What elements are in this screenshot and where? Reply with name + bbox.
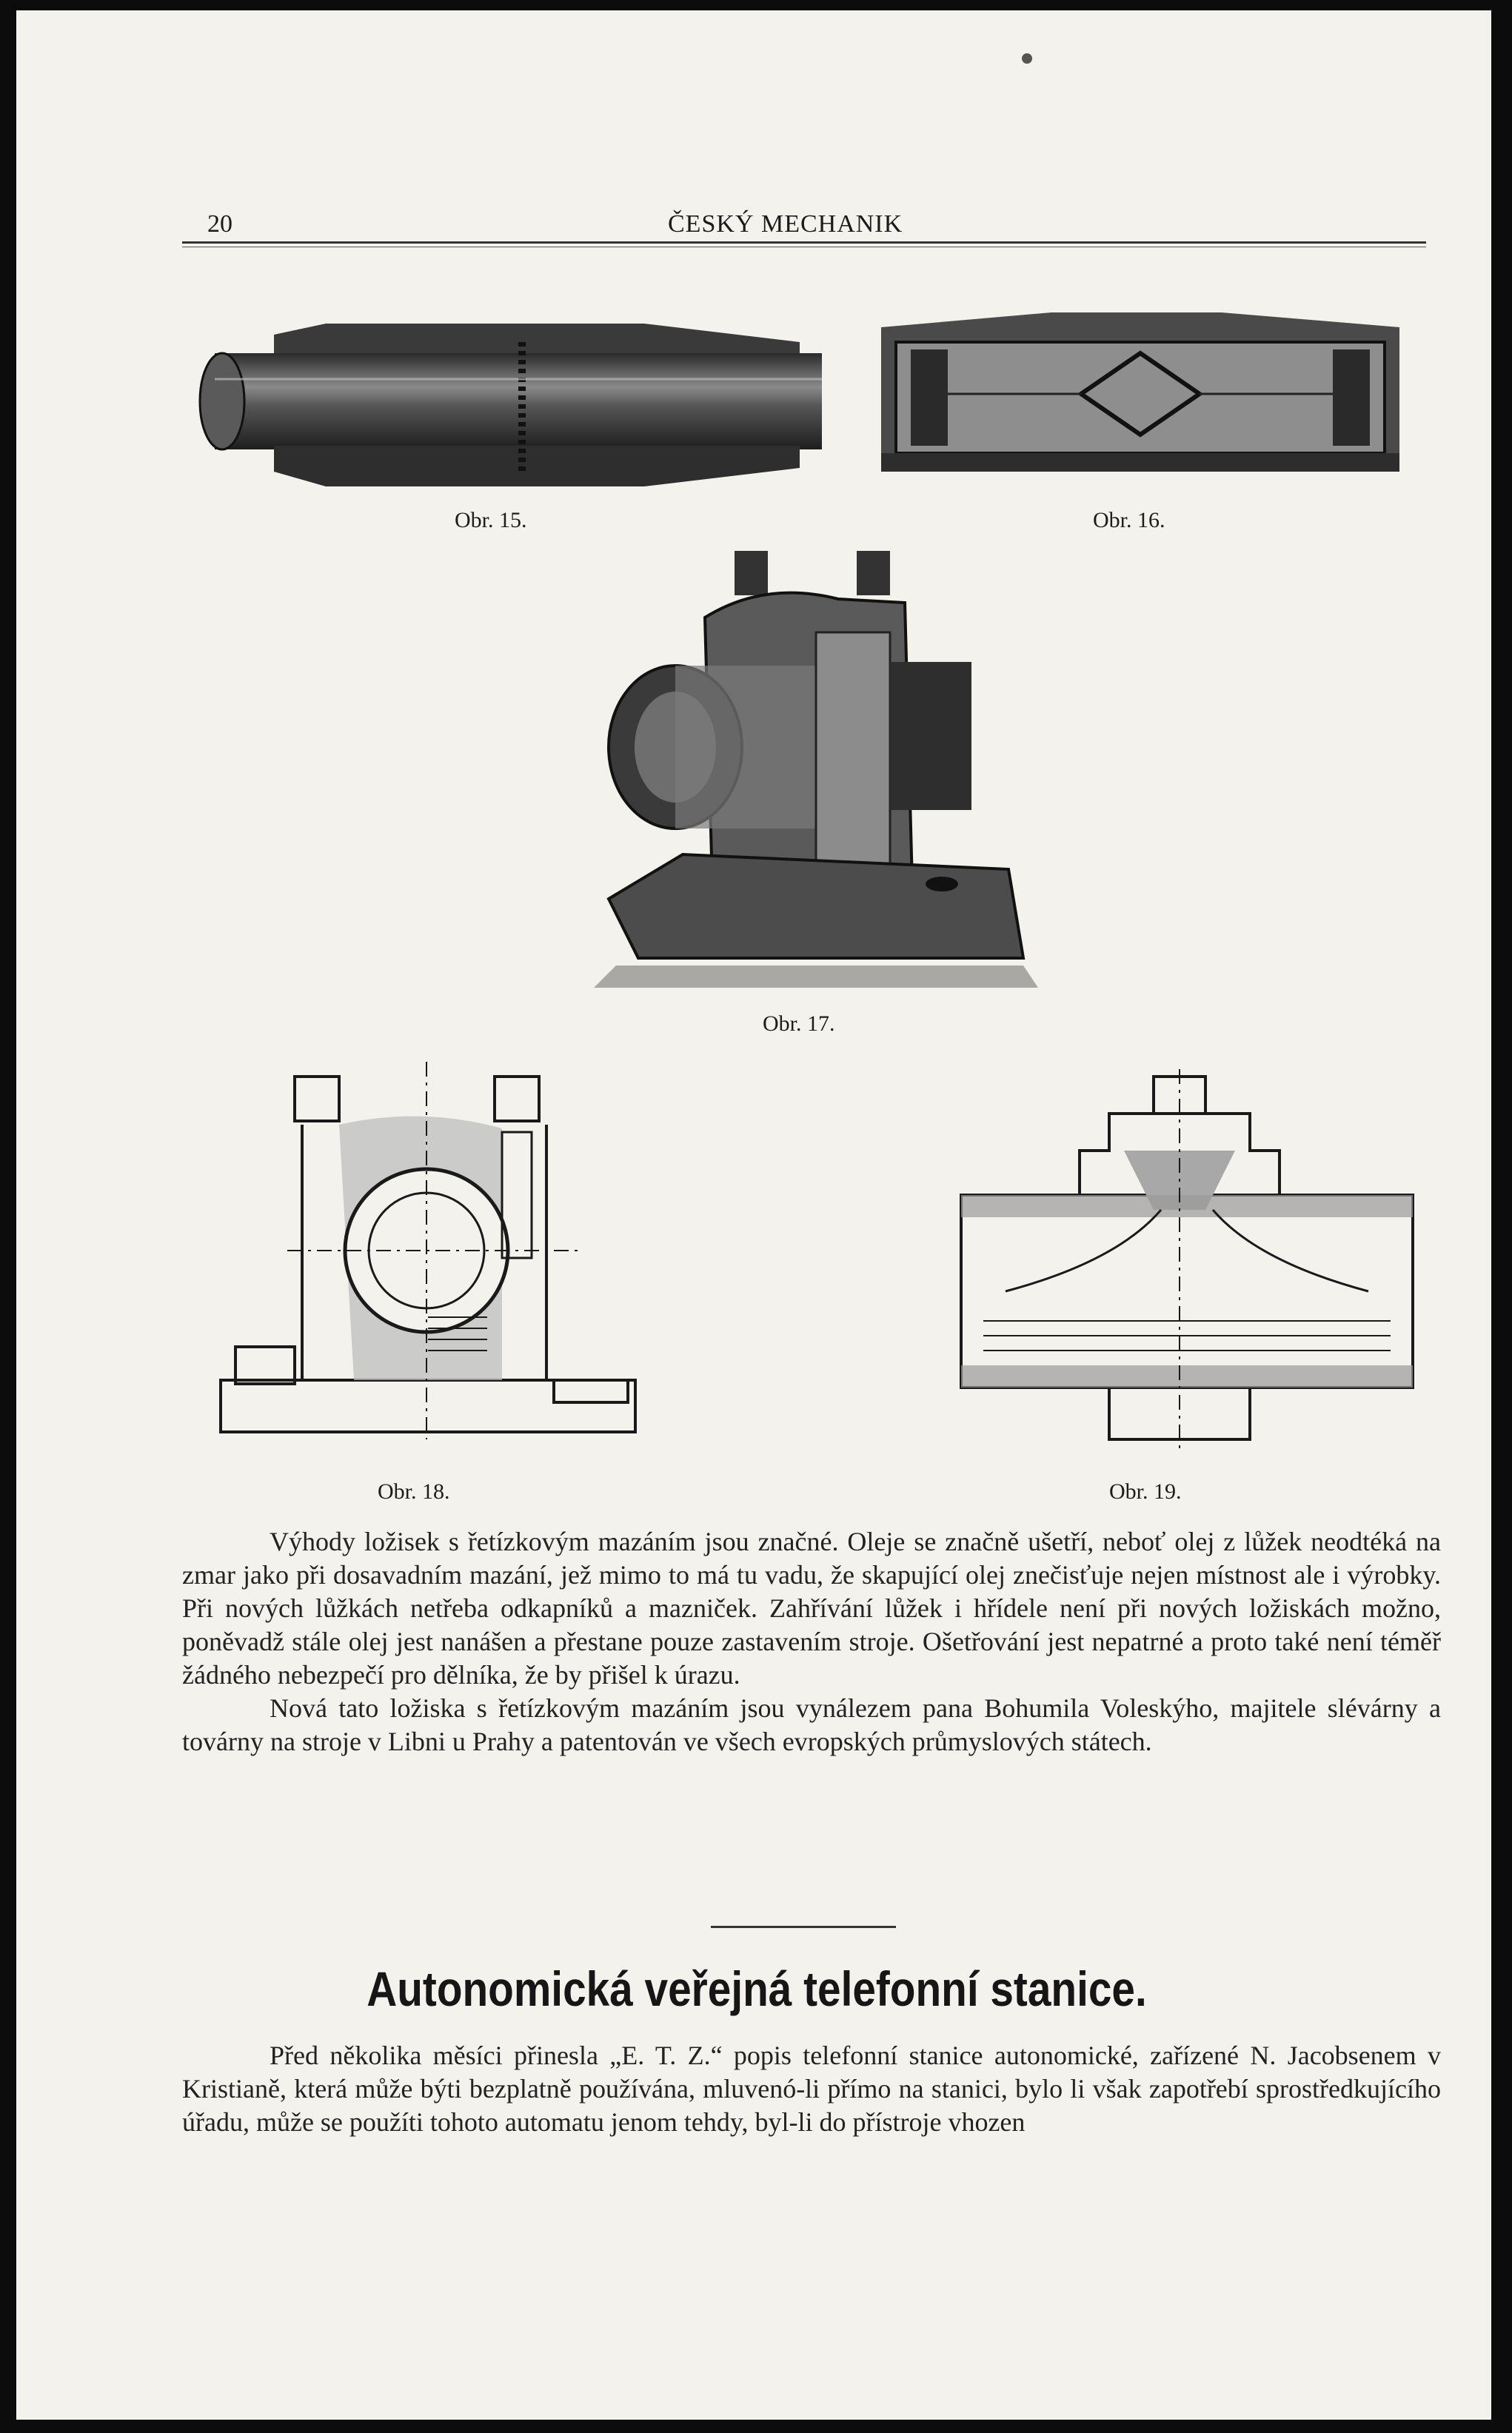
paragraph: Výhody ložisek s řetízkovým mazáním jsou značné. Oleje se značně ušetří, neboť olej z lůžek neodtéká na zmar jako při dosavadním mazání, jež mimo to má tu vadu, že skapující olej znečisťuje nejen místnost ale i výrobky. Při nových lůžkách netřeba odkapníků a mazniček. Zahřívání lůžek i hřídele není při nových ložiskách možno, poněvadž stále olej jest nanášen a přestane pouze zastavením stroje. Ošetřování jest nepatrné a proto také není téměř žádného nebezpečí pro dělníka, že by přišel k úrazu. <box>182 1527 1441 1690</box>
caption-obr-17: Obr. 17. <box>763 1011 835 1036</box>
paragraph: Nová tato ložiska s řetízkovým mazáním jsou vynálezem pana Bohumila Voleskýho, majitele slévárny a továrny na stroje v Libni u Prahy a patentován ve všech evropských průmyslových státech. <box>182 1693 1441 1756</box>
page <box>16 10 1491 2420</box>
figure-obr-17 <box>594 543 1053 988</box>
figure-obr-18 <box>206 1054 650 1454</box>
figure-obr-16 <box>881 298 1422 483</box>
figure-obr-15 <box>185 298 852 505</box>
article-2-body <box>182 2039 1441 2139</box>
paragraph: Před několika měsíci přinesla „E. T. Z.“ popis telefonní stanice autonomické, zařízené N. Jacobsenem v Kristianě, která může býti bezplatně používána, mluvenó-li přímo na stanici, bylo li však zapotřebí sprostředkujícího úřadu, může se použíti tohoto automatu jenom tehdy, byl-li do přístroje vhozen <box>182 2041 1441 2137</box>
caption-obr-18: Obr. 18. <box>378 1479 450 1504</box>
article-1-body <box>182 1525 1441 1758</box>
running-title: ČESKÝ MECHANIK <box>668 210 903 238</box>
caption-obr-19: Obr. 19. <box>1109 1479 1182 1504</box>
ink-speck <box>1022 53 1032 64</box>
header-rule <box>182 241 1426 244</box>
article-2-title: Autonomická veřejná telefonní stanice. <box>367 1961 1147 2016</box>
section-divider <box>711 1926 896 1928</box>
page-number: 20 <box>207 210 233 238</box>
figure-obr-19 <box>954 1069 1420 1454</box>
caption-obr-15: Obr. 15. <box>455 508 527 532</box>
caption-obr-16: Obr. 16. <box>1093 508 1165 532</box>
